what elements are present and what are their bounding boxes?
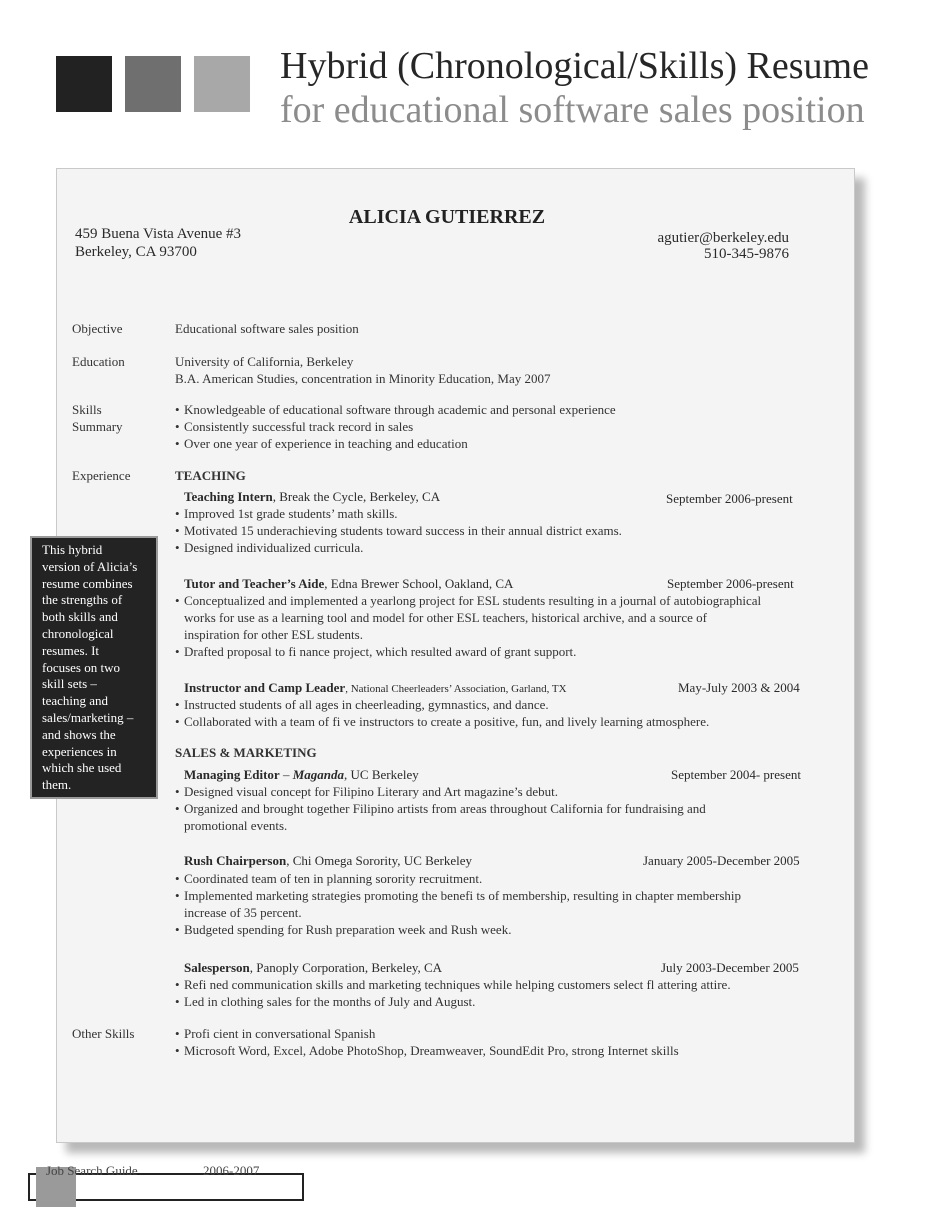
list-item-continuation: promotional events. [184, 818, 288, 833]
job-org: , UC Berkeley [344, 767, 419, 782]
decor-square-medium [125, 56, 181, 112]
list-item-continuation: inspiration for other ESL students. [184, 627, 363, 642]
job-date: September 2006-present [667, 576, 794, 591]
decor-square-light [194, 56, 250, 112]
list-item: • Motivated 15 underachieving students toward success in their annual district exams. [175, 522, 622, 539]
phone: 510-345-9876 [704, 246, 789, 262]
email: agutier@berkeley.edu [657, 230, 789, 246]
list-item-continuation: works for use as a learning tool and model for other ESL teachers, historical archive, and a source of [184, 610, 707, 625]
list-item: • Instructed students of all ages in cheerleading, gymnastics, and dance. [175, 696, 709, 713]
list-item-continuation: increase of 35 percent. [184, 905, 302, 920]
job-org: , Break the Cycle, Berkeley, CA [272, 489, 441, 504]
job-title: Tutor and Teacher’s Aide [184, 576, 325, 591]
job-title-line [184, 852, 472, 869]
list-item: • Coordinated team of ten in planning sorority recruitment. [175, 870, 741, 887]
teaching-heading: TEACHING [175, 468, 246, 483]
job-title: Teaching Intern [184, 489, 273, 504]
contact-block [657, 230, 789, 262]
job-org: , Chi Omega Sorority, UC Berkeley [286, 853, 473, 868]
job-org: , Edna Brewer School, Oakland, CA [324, 576, 514, 591]
job-bullets [175, 870, 741, 938]
skills-summary-label: Skills Summary [72, 402, 123, 434]
list-item: • Drafted proposal to fi nance project, which resulted award of grant support. [175, 643, 761, 660]
education-label: Education [72, 354, 125, 369]
list-item: • Organized and brought together Filipino artists from areas throughout California for fundraising and [175, 800, 706, 817]
job-bullets [175, 592, 761, 660]
address-line-2: Berkeley, CA 93700 [75, 244, 197, 260]
list-item: • Microsoft Word, Excel, Adobe PhotoShop, Dreamweaver, SoundEdit Pro, strong Internet skills [175, 1042, 679, 1059]
job-title-line [184, 959, 442, 976]
list-item: • Collaborated with a team of fi ve instructors to create a positive, fun, and lively learning atmosphere. [175, 713, 709, 730]
job-date: September 2006-present [666, 491, 793, 506]
list-item: • Knowledgeable of educational software through academic and personal experience [175, 401, 616, 418]
job-bullets [175, 505, 622, 556]
education-text [175, 353, 551, 387]
job-org: , Panoply Corporation, Berkeley, CA [249, 960, 443, 975]
job-publication: Maganda [292, 767, 345, 782]
job-title: Instructor and Camp Leader [184, 680, 346, 695]
address-line-1: 459 Buena Vista Avenue #3 [75, 226, 242, 242]
callout-note: This hybrid version of Alicia’s resume combines the strengths of both skills and chronological resumes. It focuses on two skill sets – teaching and sales/marketing – and shows the experiences in which she used them. [30, 536, 158, 799]
resume-sheet [56, 168, 855, 1143]
list-item: • Over one year of experience in teaching and education [175, 435, 616, 452]
job-dash: – [279, 767, 293, 782]
list-item: • Budgeted spending for Rush preparation week and Rush week. [175, 921, 741, 938]
objective-label: Objective [72, 321, 123, 336]
list-item: • Designed individualized curricula. [175, 539, 622, 556]
page-title: Hybrid (Chronological/Skills) Resume [280, 45, 869, 87]
list-item: • Profi cient in conversational Spanish [175, 1025, 679, 1042]
other-skills-label: Other Skills [72, 1026, 135, 1041]
address-block [75, 225, 241, 261]
job-date: January 2005-December 2005 [643, 853, 800, 868]
decor-square-dark [56, 56, 112, 112]
list-item: • Led in clothing sales for the months of July and August. [175, 993, 731, 1010]
footer-guide: Job Search Guide [46, 1163, 138, 1178]
job-bullets [175, 976, 731, 1010]
objective-text: Educational software sales position [175, 321, 359, 336]
education-school: University of California, Berkeley [175, 354, 354, 369]
job-date: May-July 2003 & 2004 [678, 680, 800, 695]
footer-year: 2006-2007 [203, 1163, 260, 1178]
job-title: Managing Editor [184, 767, 280, 782]
list-item: • Improved 1st grade students’ math skills. [175, 505, 622, 522]
other-skills-list [175, 1025, 679, 1059]
list-item: • Conceptualized and implemented a yearlong project for ESL students resulting in a journal of autobiographical [175, 592, 761, 609]
job-date: July 2003-December 2005 [661, 960, 799, 975]
job-title-line [184, 766, 419, 783]
job-bullets [175, 696, 709, 730]
job-title-line [184, 488, 440, 505]
experience-label: Experience [72, 468, 131, 483]
page-subtitle: for educational software sales position [280, 89, 865, 131]
job-org: , National Cheerleaders’ Association, Garland, TX [345, 683, 567, 695]
job-title: Salesperson [184, 960, 250, 975]
list-item: • Designed visual concept for Filipino Literary and Art magazine’s debut. [175, 783, 706, 800]
job-title-line [184, 575, 513, 592]
list-item: • Implemented marketing strategies promoting the benefi ts of membership, resulting in chapter membership [175, 887, 741, 904]
resume-name: ALICIA GUTIERREZ [348, 206, 546, 228]
list-item: • Refi ned communication skills and marketing techniques while helping customers select fl attering attire. [175, 976, 731, 993]
list-item: • Consistently successful track record in sales [175, 418, 616, 435]
education-degree: B.A. American Studies, concentration in Minority Education, May 2007 [175, 371, 551, 386]
job-title: Rush Chairperson [184, 853, 287, 868]
job-date: September 2004- present [671, 767, 801, 782]
job-bullets [175, 783, 706, 834]
sales-heading: SALES & MARKETING [175, 745, 317, 760]
skills-summary-list [175, 401, 616, 452]
